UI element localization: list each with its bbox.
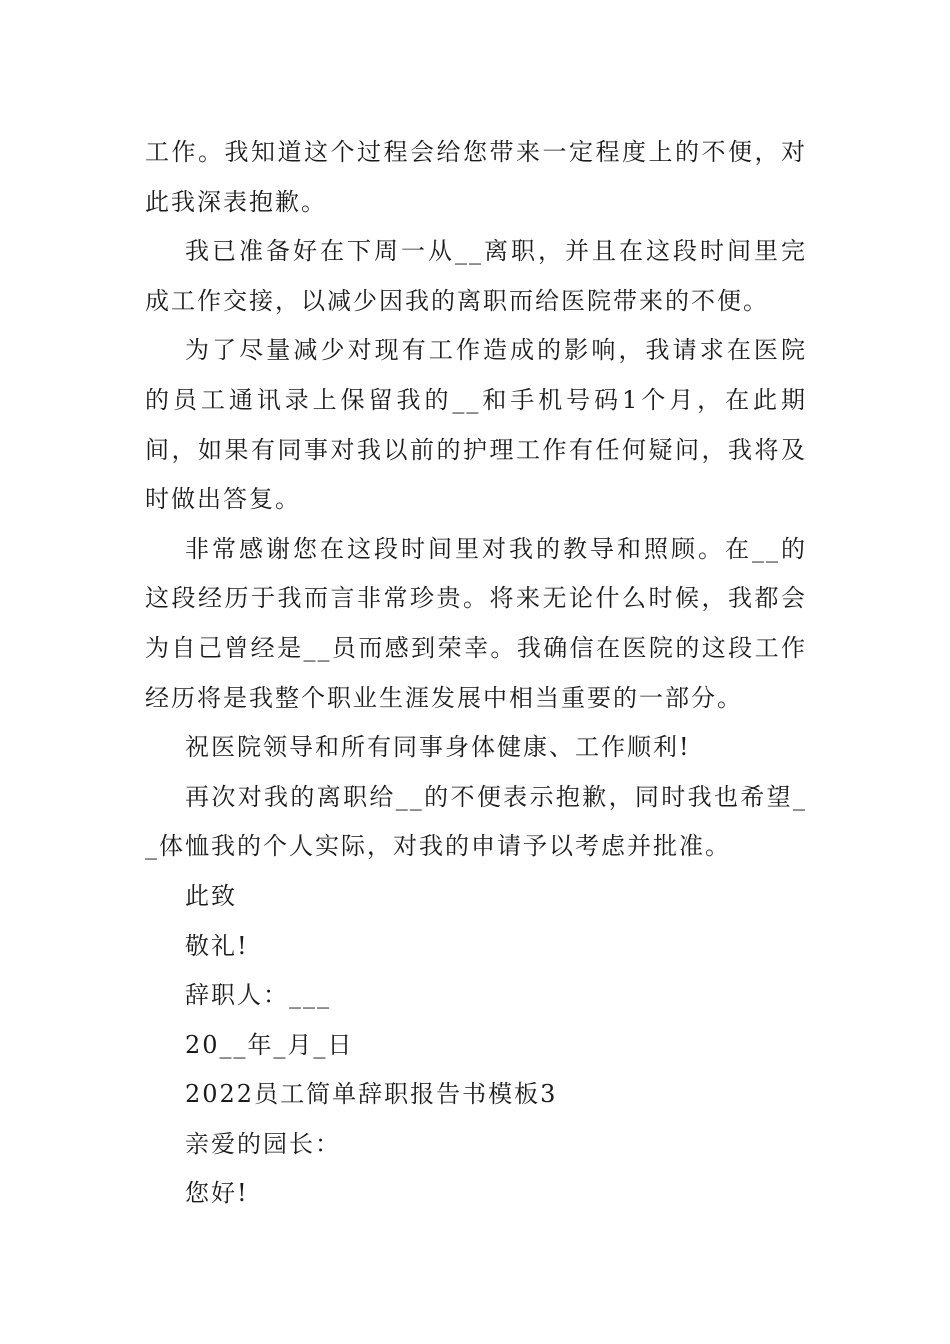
closing-salutation: 此致	[185, 881, 237, 910]
section-heading: 2022员工简单辞职报告书模板3	[185, 1080, 558, 1109]
paragraph-continuation: 工作。我知道这个过程会给您带来一定程度上的不便，对此我深表抱歉。	[145, 138, 807, 216]
paragraph-apology: 再次对我的离职给__的不便表示抱歉，同时我也希望__体恤我的个人实际，对我的申请予以考虑并批准。	[145, 782, 807, 861]
letter-hello: 您好!	[185, 1179, 249, 1208]
letter-greeting: 亲爱的园长：	[185, 1129, 341, 1158]
paragraph-wishes: 祝医院领导和所有同事身体健康、工作顺利!	[185, 733, 691, 762]
closing-regards: 敬礼!	[185, 931, 249, 960]
paragraph-contact-retention: 为了尽量减少对现有工作造成的影响，我请求在医院的员工通讯录上保留我的__和手机号码1个月，在此期间，如果有同事对我以前的护理工作有任何疑问，我将及时做出答复。	[145, 336, 807, 514]
signature-line: 辞职人：___	[185, 981, 331, 1010]
date-line: 20__年_月_日	[185, 1030, 354, 1059]
paragraph-gratitude: 非常感谢您在这段时间里对我的教导和照顾。在__的这段经历于我而言非常珍贵。将来无论什么时候，我都会为自己曾经是__员而感到荣幸。我确信在医院的这段工作经历将是我整个职业生涯发展中相当重要的一部分。	[145, 534, 807, 712]
paragraph-resignation-date: 我已准备好在下周一从__离职，并且在这段时间里完成工作交接，以减少因我的离职而给医院带来的不便。	[145, 237, 807, 315]
document-body	[145, 128, 807, 1219]
